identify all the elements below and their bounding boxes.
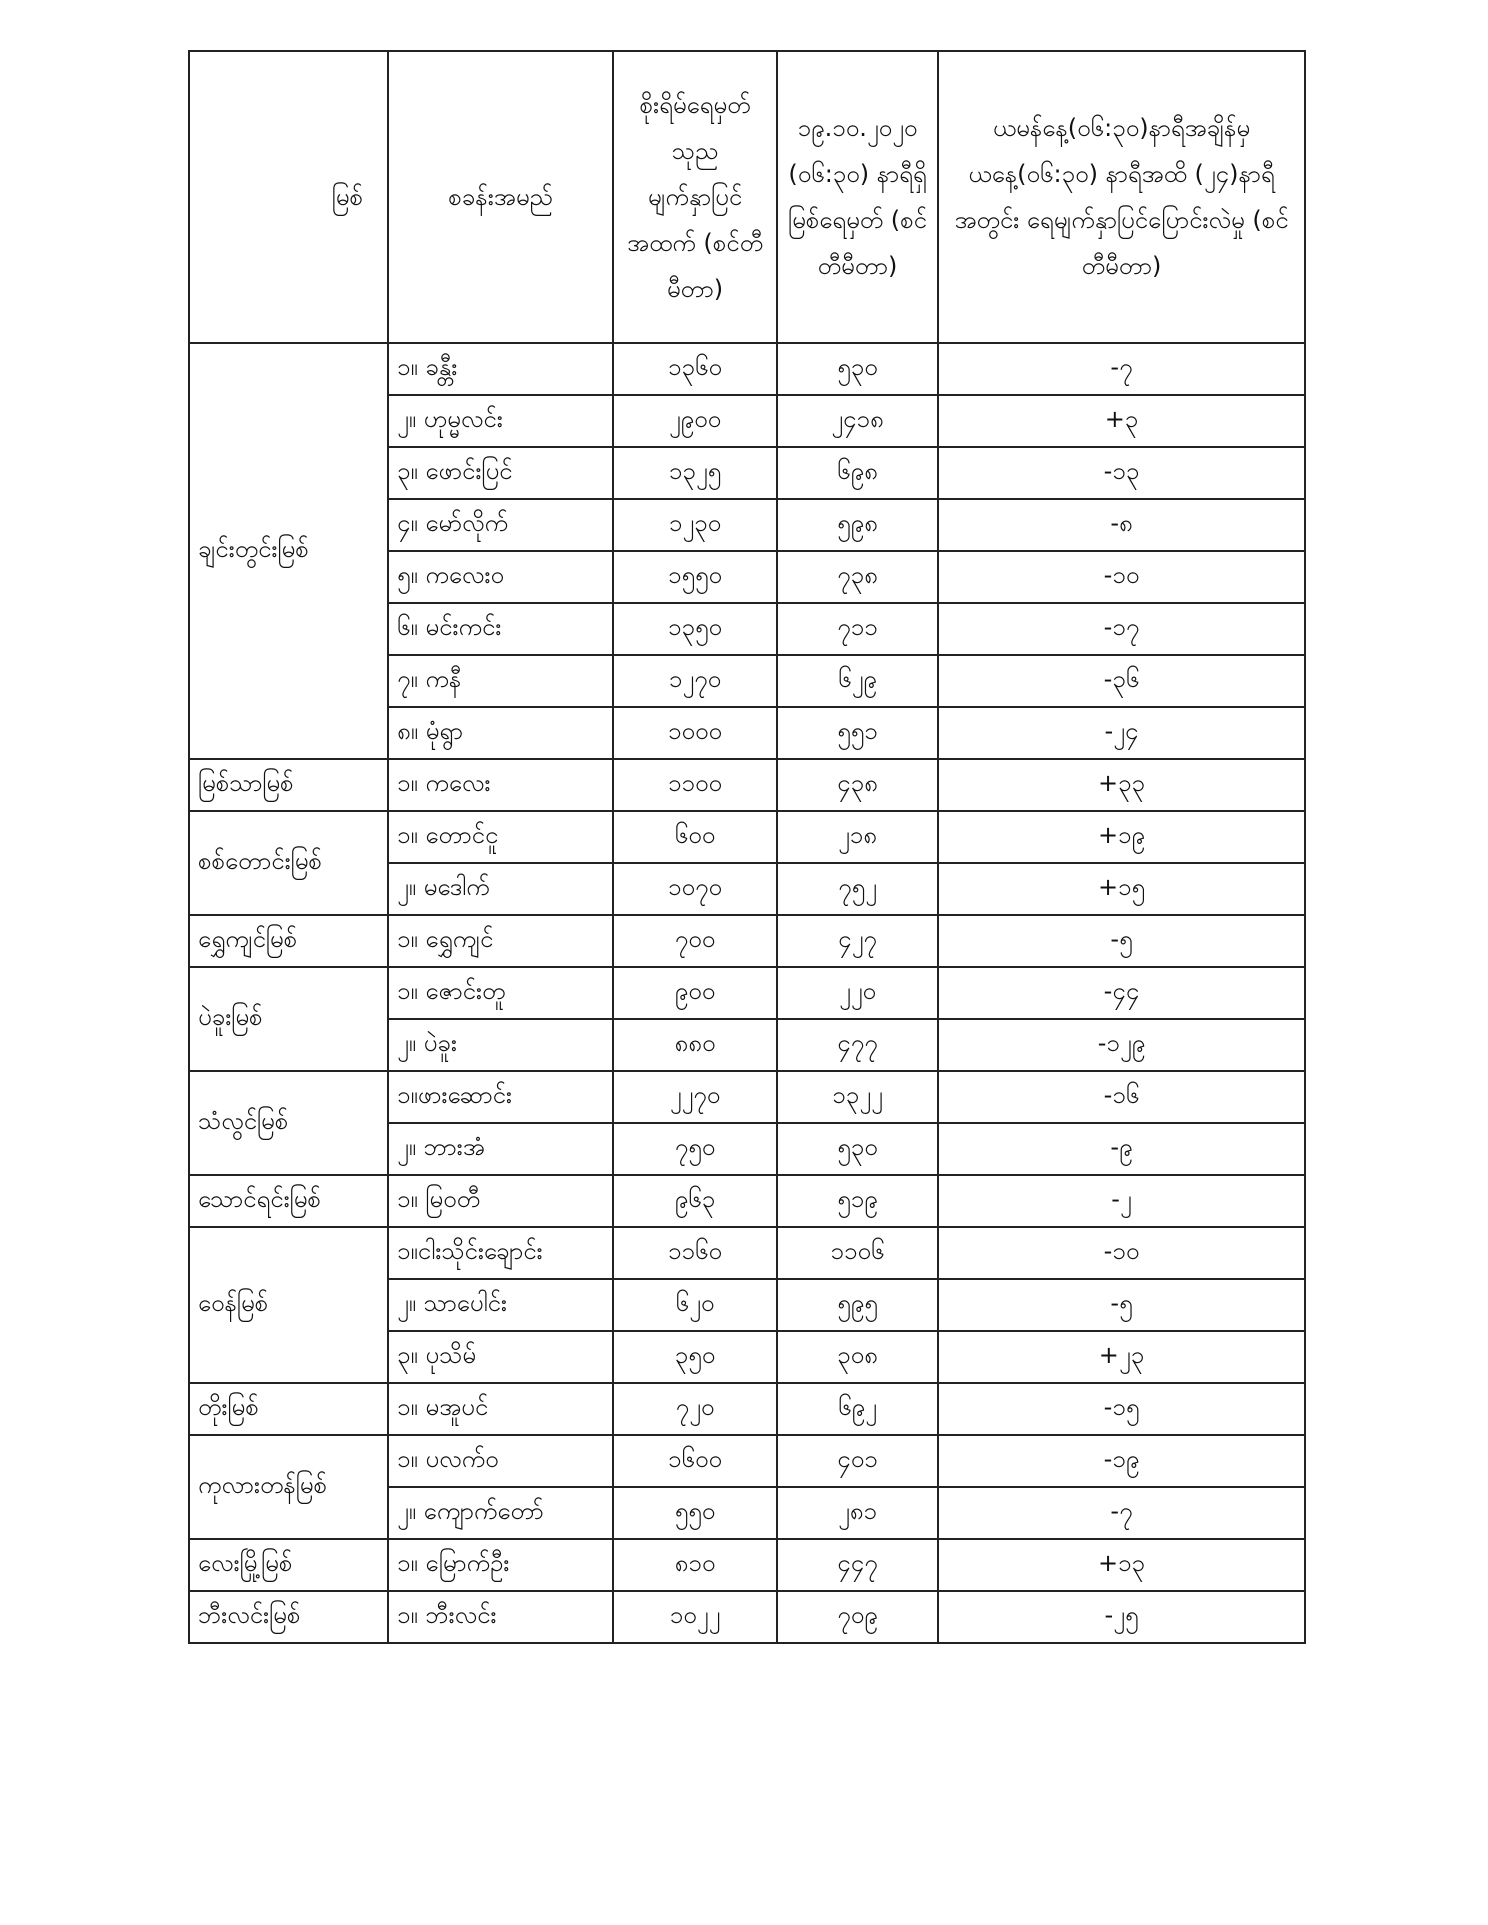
- level-change-value: -၇: [938, 343, 1305, 395]
- danger-level-value: ၂၂၇၀: [613, 1071, 777, 1123]
- water-level-value: ၅၃၀: [777, 343, 938, 395]
- level-change-value: -၄၄: [938, 967, 1305, 1019]
- water-level-value: ၂၄၁၈: [777, 395, 938, 447]
- danger-level-value: ၇၂၀: [613, 1383, 777, 1435]
- danger-level-value: ၁၃၅၀: [613, 603, 777, 655]
- danger-level-value: ၃၅၀: [613, 1331, 777, 1383]
- danger-level-value: ၁၅၅၀: [613, 551, 777, 603]
- danger-level-value: ၈၁၀: [613, 1539, 777, 1591]
- water-level-value: ၁၁၀၆: [777, 1227, 938, 1279]
- table-row: [189, 1227, 1305, 1279]
- station-name: ၂။ ကျောက်တော်: [388, 1487, 613, 1539]
- river-name: သောင်ရင်းမြစ်: [189, 1175, 388, 1227]
- danger-level-value: ၁၀၀၀: [613, 707, 777, 759]
- header-danger-level: စိုးရိမ်ရေမှတ် သုည မျက်နှာပြင် အထက် (စင်တီမီတာ): [613, 51, 777, 343]
- water-level-value: ၁၃၂၂: [777, 1071, 938, 1123]
- river-name: ပဲခူးမြစ်: [189, 967, 388, 1071]
- danger-level-value: ၁၀၇၀: [613, 863, 777, 915]
- water-level-value: ၇၀၉: [777, 1591, 938, 1643]
- water-level-value: ၂၈၁: [777, 1487, 938, 1539]
- level-change-value: -၁၇: [938, 603, 1305, 655]
- level-change-value: +၁၅: [938, 863, 1305, 915]
- table-row: [189, 343, 1305, 395]
- level-change-value: -၅: [938, 1279, 1305, 1331]
- danger-level-value: ၆၀၀: [613, 811, 777, 863]
- level-change-value: -၃၆: [938, 655, 1305, 707]
- water-level-value: ၄၃၈: [777, 759, 938, 811]
- level-change-value: +၃၃: [938, 759, 1305, 811]
- station-name: ၁။ ကလေး: [388, 759, 613, 811]
- level-change-value: +၃: [938, 395, 1305, 447]
- river-name: စစ်တောင်းမြစ်: [189, 811, 388, 915]
- level-change-value: -၅: [938, 915, 1305, 967]
- danger-level-value: ၈၈၀: [613, 1019, 777, 1071]
- level-change-value: -၂: [938, 1175, 1305, 1227]
- danger-level-value: ၁၁၀၀: [613, 759, 777, 811]
- water-level-value: ၇၅၂: [777, 863, 938, 915]
- station-name: ၁။ ရွှေကျင်: [388, 915, 613, 967]
- danger-level-value: ၉၆၃: [613, 1175, 777, 1227]
- river-name: လေးမြို့မြစ်: [189, 1539, 388, 1591]
- level-change-value: -၁၅: [938, 1383, 1305, 1435]
- level-change-value: -၈: [938, 499, 1305, 551]
- danger-level-value: ၅၅၀: [613, 1487, 777, 1539]
- station-name: ၁။ ခန္တီး: [388, 343, 613, 395]
- level-change-value: +၁၃: [938, 1539, 1305, 1591]
- water-level-value: ၂၂၀: [777, 967, 938, 1019]
- station-name: ၁။ မအူပင်: [388, 1383, 613, 1435]
- water-level-value: ၄၇၇: [777, 1019, 938, 1071]
- station-name: ၂။ ဟုမ္မလင်း: [388, 395, 613, 447]
- water-level-value: ၅၃၀: [777, 1123, 938, 1175]
- danger-level-value: ၁၃၂၅: [613, 447, 777, 499]
- danger-level-value: ၉၀၀: [613, 967, 777, 1019]
- river-name: သံလွင်မြစ်: [189, 1071, 388, 1175]
- river-name: ချင်းတွင်းမြစ်: [189, 343, 388, 759]
- station-name: ၃။ ပုသိမ်: [388, 1331, 613, 1383]
- level-change-value: -၁၀: [938, 551, 1305, 603]
- station-name: ၈။ မုံရွာ: [388, 707, 613, 759]
- water-level-value: ၆၂၉: [777, 655, 938, 707]
- water-level-value: ၅၅၁: [777, 707, 938, 759]
- level-change-value: -၁၆: [938, 1071, 1305, 1123]
- danger-level-value: ၇၅၀: [613, 1123, 777, 1175]
- water-level-value: ၅၉၈: [777, 499, 938, 551]
- river-name: ကုလားတန်မြစ်: [189, 1435, 388, 1539]
- water-level-value: ၅၉၅: [777, 1279, 938, 1331]
- water-level-value: ၇၁၁: [777, 603, 938, 655]
- station-name: ၁။ငါးသိုင်းချောင်း: [388, 1227, 613, 1279]
- station-name: ၃။ ဖောင်းပြင်: [388, 447, 613, 499]
- river-name: ဝေန်မြစ်: [189, 1227, 388, 1383]
- level-change-value: +၂၃: [938, 1331, 1305, 1383]
- level-change-value: +၁၉: [938, 811, 1305, 863]
- water-level-value: ၂၁၈: [777, 811, 938, 863]
- level-change-value: -၉: [938, 1123, 1305, 1175]
- station-name: ၁။ဖားဆောင်း: [388, 1071, 613, 1123]
- river-name: မြစ်သာမြစ်: [189, 759, 388, 811]
- station-name: ၅။ ကလေးဝ: [388, 551, 613, 603]
- station-name: ၁။ မြဝတီ: [388, 1175, 613, 1227]
- river-name: ဘီးလင်းမြစ်: [189, 1591, 388, 1643]
- level-change-value: -၂၅: [938, 1591, 1305, 1643]
- station-name: ၂။ ပဲခူး: [388, 1019, 613, 1071]
- station-name: ၇။ ကနီ: [388, 655, 613, 707]
- header-river: မြစ်: [189, 51, 388, 343]
- table-body: [189, 343, 1305, 1643]
- river-name: ရွှေကျင်မြစ်: [189, 915, 388, 967]
- station-name: ၄။ မော်လိုက်: [388, 499, 613, 551]
- station-name: ၂။ မဒေါက်: [388, 863, 613, 915]
- table-row: [189, 1591, 1305, 1643]
- table-row: [189, 1383, 1305, 1435]
- header-change-24h: ယမန်နေ့(၀၆:၃၀)နာရီအချိန်မှ ယနေ့(၀၆:၃၀) နာရီအထိ (၂၄)နာရီအတွင်း ရေမျက်နှာပြင်ပြောင်းလဲမှု (စင်တီမီတာ): [938, 51, 1305, 343]
- table-row: [189, 759, 1305, 811]
- table-row: [189, 1539, 1305, 1591]
- level-change-value: -၇: [938, 1487, 1305, 1539]
- table-row: [189, 1175, 1305, 1227]
- station-name: ၁။ တောင်ငူ: [388, 811, 613, 863]
- level-change-value: -၁၂၉: [938, 1019, 1305, 1071]
- station-name: ၂။ ဘားအံ: [388, 1123, 613, 1175]
- table-row: [189, 967, 1305, 1019]
- table-row: [189, 915, 1305, 967]
- header-row: [189, 51, 1305, 343]
- level-change-value: -၁၃: [938, 447, 1305, 499]
- station-name: ၆။ မင်းကင်း: [388, 603, 613, 655]
- danger-level-value: ၁၃၆၀: [613, 343, 777, 395]
- water-level-value: ၄၂၇: [777, 915, 938, 967]
- table-row: [189, 811, 1305, 863]
- water-level-value: ၃၀၈: [777, 1331, 938, 1383]
- header-station: စခန်းအမည်: [388, 51, 613, 343]
- water-level-value: ၅၁၉: [777, 1175, 938, 1227]
- station-name: ၁။ ဘီးလင်း: [388, 1591, 613, 1643]
- water-level-value: ၄၄၇: [777, 1539, 938, 1591]
- station-name: ၁။ ဇောင်းတူ: [388, 967, 613, 1019]
- level-change-value: -၁၀: [938, 1227, 1305, 1279]
- danger-level-value: ၁၂၃၀: [613, 499, 777, 551]
- station-name: ၂။ သာပေါင်း: [388, 1279, 613, 1331]
- table-row: [189, 1435, 1305, 1487]
- danger-level-value: ၁၀၂၂: [613, 1591, 777, 1643]
- station-name: ၁။ ပလက်ဝ: [388, 1435, 613, 1487]
- danger-level-value: ၁၁၆၀: [613, 1227, 777, 1279]
- river-name: တိုးမြစ်: [189, 1383, 388, 1435]
- header-current-level: ၁၉.၁၀.၂၀၂၀ (၀၆:၃၀) နာရီရှိ မြစ်ရေမှတ် (စင်တီမီတာ): [777, 51, 938, 343]
- water-level-value: ၆၉၂: [777, 1383, 938, 1435]
- station-name: ၁။ မြောက်ဦး: [388, 1539, 613, 1591]
- river-gauge-table: [188, 50, 1306, 1644]
- water-level-value: ၄၀၁: [777, 1435, 938, 1487]
- danger-level-value: ၇၀၀: [613, 915, 777, 967]
- danger-level-value: ၁၂၇၀: [613, 655, 777, 707]
- table-row: [189, 1071, 1305, 1123]
- danger-level-value: ၆၂၀: [613, 1279, 777, 1331]
- level-change-value: -၂၄: [938, 707, 1305, 759]
- level-change-value: -၁၉: [938, 1435, 1305, 1487]
- water-level-value: ၇၃၈: [777, 551, 938, 603]
- danger-level-value: ၂၉၀၀: [613, 395, 777, 447]
- water-level-value: ၆၉၈: [777, 447, 938, 499]
- danger-level-value: ၁၆၀၀: [613, 1435, 777, 1487]
